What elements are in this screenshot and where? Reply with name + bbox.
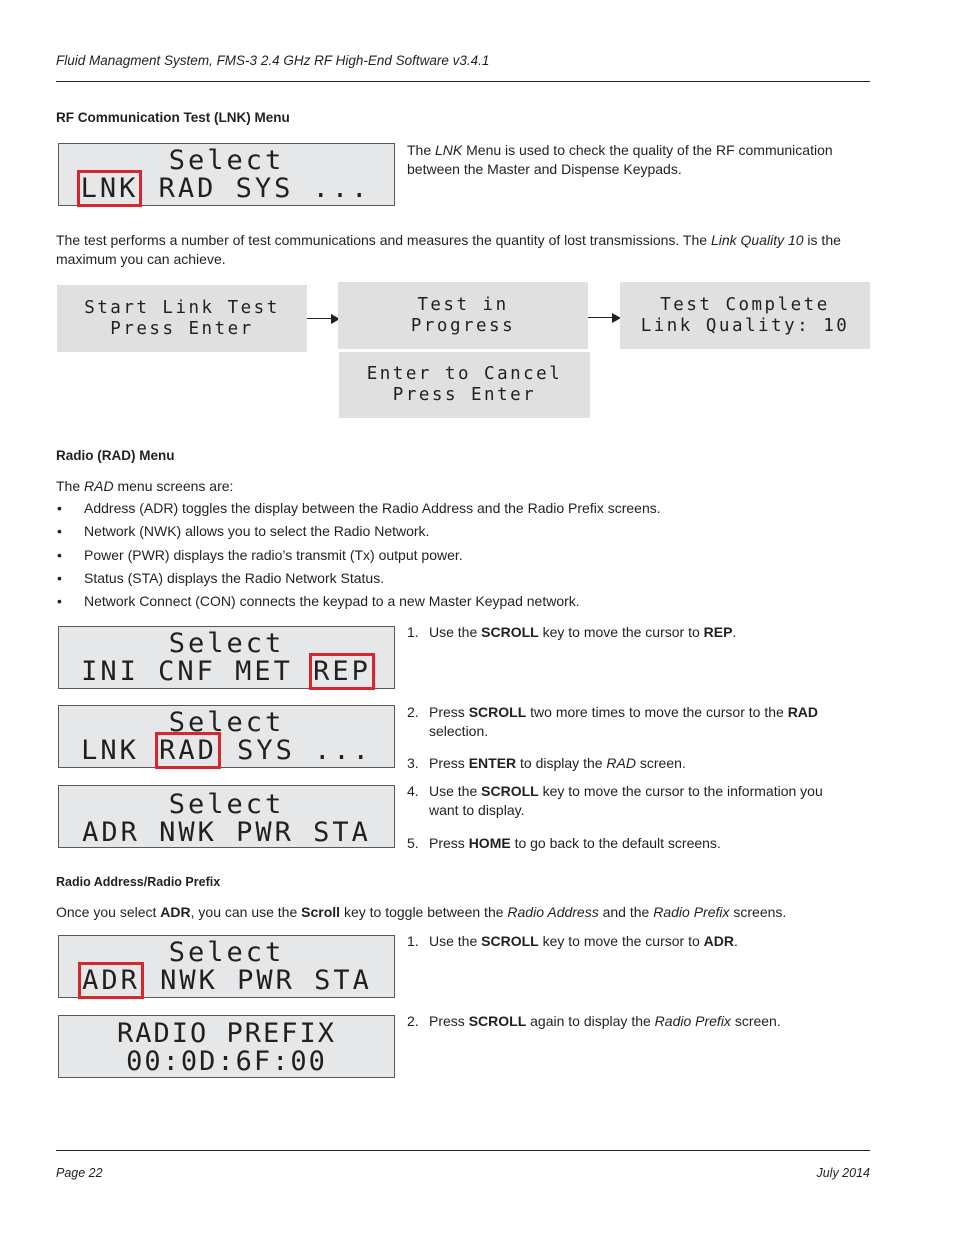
rad-heading: Radio (RAD) Menu [56,448,175,463]
header-rule [56,81,870,82]
flow-arrow-2 [588,317,619,318]
rad-lcd-screen-2 [58,705,395,768]
lnk-intro-paragraph: The test performs a number of test communications and measures the quantity of lost transmissions. The Link Quality 10 is the maximum you can achieve. [56,232,841,267]
lcd-line-post: SYS ... [217,735,372,766]
flow-start-line1: Start Link Test [84,297,280,318]
list-item: • Network Connect (CON) connects the keypad to a new Master Keypad network. [56,593,856,616]
flow-progress-line2: Progress [410,315,516,336]
lcd-cursor-highlight: REP [313,656,371,687]
flow-complete-line1: Test Complete [660,294,830,315]
lcd-line-1: Select [168,628,285,659]
lcd-line-1: Select [168,707,285,738]
flow-complete-line2: Link Quality: 10 [640,315,850,336]
step-text: Use the SCROLL key to move the cursor to ADR. [429,933,738,949]
rad-lcd-screen-1 [58,626,395,689]
adr-lcd-screen-2 [58,1015,395,1078]
lcd-line-1: Select [168,789,285,820]
lcd-line-pre: LNK [81,735,159,766]
lcd-line-rest: RAD SYS ... [139,173,371,204]
flow-cancel-box [339,352,590,418]
lcd-cursor-highlight: RAD [159,735,217,766]
rad-intro: The RAD menu screens are: [56,478,234,494]
flow-start-box [57,285,307,352]
lcd-line-1: Select [168,937,285,968]
list-item: • Network (NWK) allows you to select the Radio Network. [56,523,856,546]
lcd-line-2 [56,173,394,204]
footer-date: July 2014 [816,1166,870,1180]
flow-complete-box [620,282,870,349]
lcd-line-1: RADIO PREFIX [116,1018,337,1049]
step-number: 2. [407,1013,419,1029]
lnk-description: The LNK Menu is used to check the quality of the RF communication between the Master and Dispense Keypads. [407,142,833,177]
lnk-heading: RF Communication Test (LNK) Menu [56,110,290,125]
step-number: 4. [407,783,419,799]
rad-bullet-list [56,500,856,616]
step-number: 1. [407,933,419,949]
step-text: Press ENTER to display the RAD screen. [429,755,686,771]
lcd-line-2: 00:0D:6F:00 [126,1046,327,1077]
step-text: Press HOME to go back to the default screens. [429,835,721,851]
lcd-line-1: Select [168,145,285,176]
step-number: 2. [407,704,419,720]
footer-rule [56,1150,870,1151]
lcd-line-2: ADR NWK PWR STA [82,817,371,848]
adr-lcd-screen-1 [58,935,395,998]
list-item: • Address (ADR) toggles the display between the Radio Address and the Radio Prefix screens. [56,500,856,523]
step-text: Press SCROLL two more times to move the cursor to the RAD selection. [429,704,819,739]
lcd-cursor-highlight: LNK [80,173,139,204]
step-text: Use the SCROLL key to move the cursor to the information you want to display. [429,783,823,818]
step-number: 1. [407,624,419,640]
step-number: 5. [407,835,419,851]
lnk-lcd-screen [58,143,395,206]
flow-start-line2: Press Enter [110,318,254,339]
step-text: Press SCROLL again to display the Radio Prefix screen. [429,1013,781,1029]
step-text: Use the SCROLL key to move the cursor to REP. [429,624,737,640]
flow-arrow-1 [307,318,338,319]
rad-lcd-screen-3 [58,785,395,848]
footer-page-number: Page 22 [56,1166,103,1180]
lcd-cursor-highlight: ADR [82,965,140,996]
document-header: Fluid Managment System, FMS-3 2.4 GHz RF High-End Software v3.4.1 [56,53,490,68]
flow-progress-box [338,282,588,349]
step-number: 3. [407,755,419,771]
flow-cancel-line2: Press Enter [392,385,537,405]
adr-heading: Radio Address/Radio Prefix [56,875,221,889]
flow-cancel-line1: Enter to Cancel [366,364,563,384]
flow-progress-line1: Test in [417,294,509,315]
list-item: • Power (PWR) displays the radio’s transmit (Tx) output power. [56,547,856,570]
lcd-line-rest: NWK PWR STA [140,965,372,996]
lcd-line-2 [59,735,394,766]
lcd-line-2 [59,656,394,687]
adr-intro: Once you select ADR, you can use the Scroll key to toggle between the Radio Address and the Radio Prefix screens. [56,904,787,920]
lcd-line-2 [59,965,394,996]
list-item: • Status (STA) displays the Radio Network Status. [56,570,856,593]
lcd-line-pre: INI CNF MET [81,656,313,687]
